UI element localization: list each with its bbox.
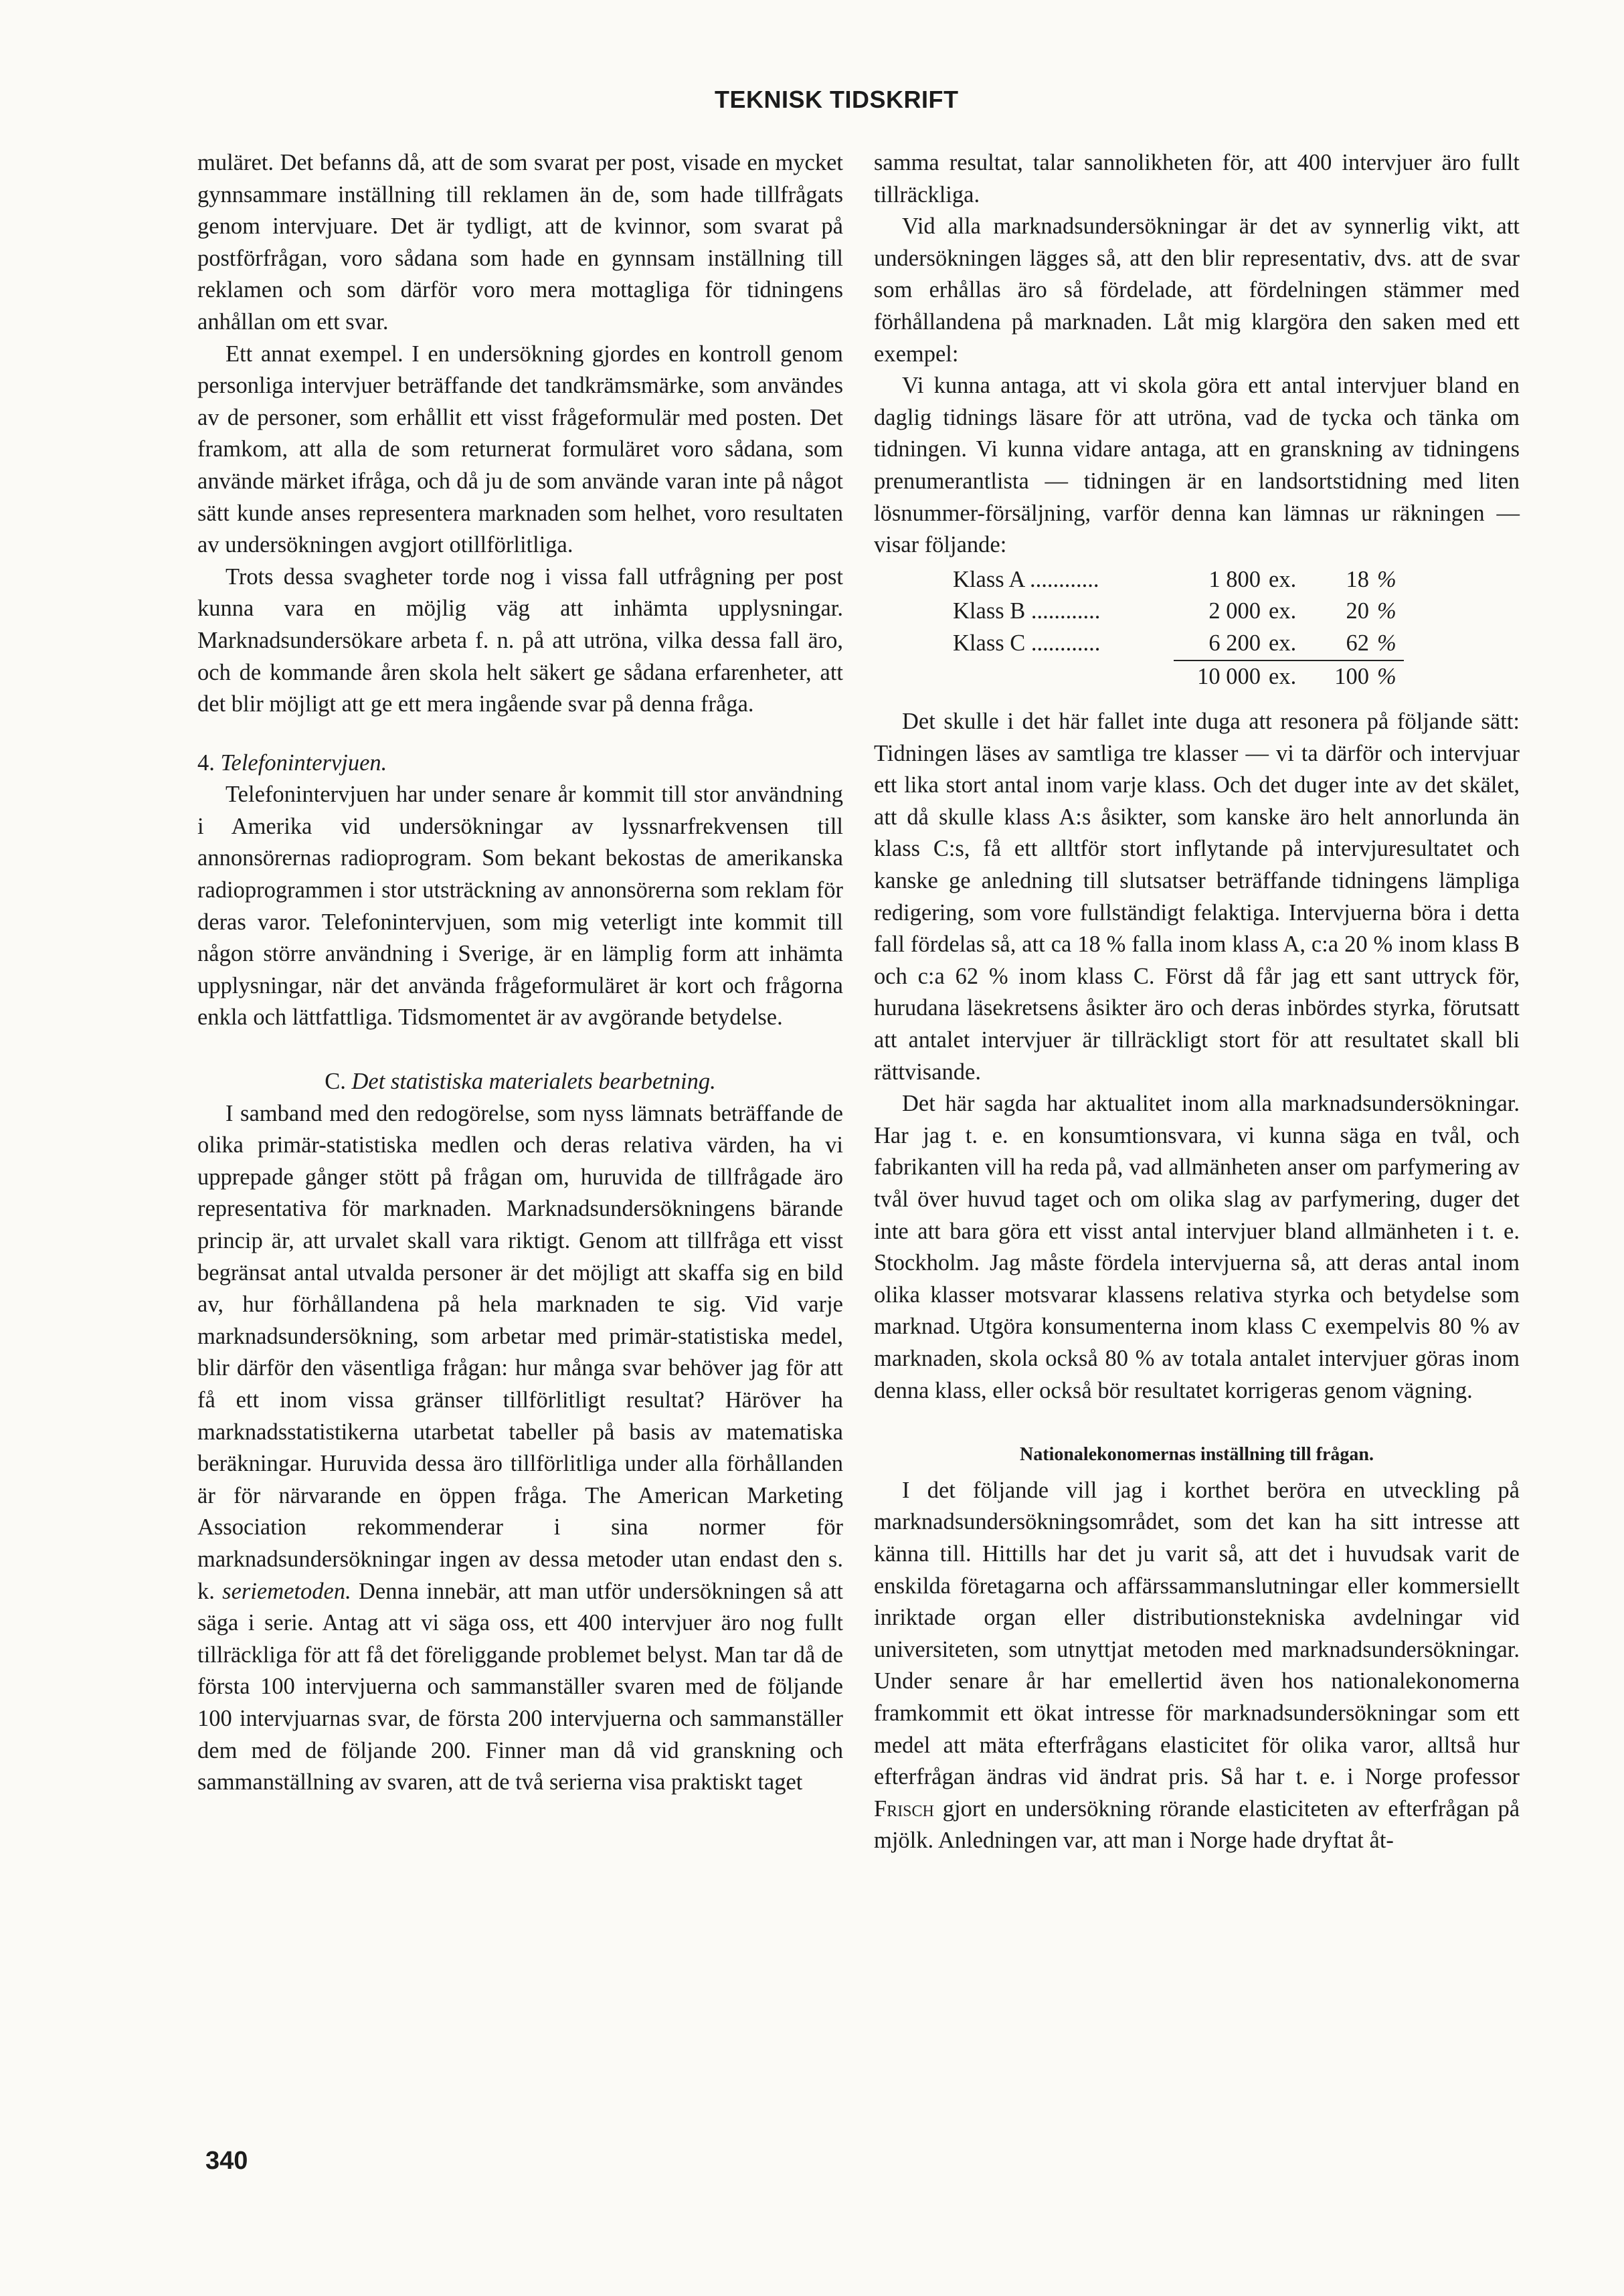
- paragraph: Vid alla marknadsundersökningar är det av synnerlig vikt, att undersökningen lägges så, att den blir representativ, dvs. att de svar som erhållas äro så fördelade, att fördelningen stämmer med förhållandena på marknaden. Låt mig klargöra den saken med ett exempel:: [874, 213, 1520, 367]
- paragraph-text: Denna innebär, att man utför undersökningen så att säga i serie. Antag att vi säga oss, ett 400 intervjuer äro nog fullt tillräckliga för att få det föreliggande problemet belyst. Man tar då de första 100 intervjuerna och sammanställer svaren med de följande 100 intervjuarnas svar, de första 200 intervjuerna och sammanställer dem med de följande 200. Finner man då vid granskning och sammanställning av svaren, att de två serierna visa praktiskt taget: [197, 1578, 844, 1795]
- class-label: Klass A ............: [953, 566, 1099, 592]
- paragraph: muläret. Det befanns då, att de som svarat per post, visade en mycket gynnsammare inställning till reklamen än de, som hade tillfrågats genom intervjuare. Det är tydligt, att de kvinnor, som svarat på postförfrågan, voro sådana som hade en gynnsam inställning till reklamen och som därför voro mera mottagliga för tidningens anhållan om ett svar.: [197, 150, 843, 335]
- right-column: [874, 147, 1520, 1857]
- percent-sign: %: [1377, 598, 1396, 624]
- count-unit: ex.: [1269, 598, 1297, 624]
- paragraph: Ett annat exempel. I en undersökning gjordes en kontroll genom personliga intervjuer beträffande det tandkrämsmärke, som användes av de personer, som erhållit ett visst frågeformulär med posten. Det framkom, att alla de som returnerat formuläret voro sådana, som använde märket ifråga, och då ju de som använde varan inte på något sätt kunde anses representera marknaden som helhet, voro resultaten av undersökningen avgjort otillförlitliga.: [197, 341, 843, 558]
- paragraph: [874, 1475, 1520, 1857]
- total-percent: 100: [1316, 660, 1369, 693]
- paragraph: [197, 1098, 843, 1799]
- total-count: 10 000: [1174, 660, 1261, 693]
- total-label-spacer: [953, 660, 1174, 693]
- paragraph: Telefonintervjuen har under senare år kommit till stor användning i Amerika vid undersökningar av lyssnarfrekvensen till annonsörernas radioprogram. Som bekant bekostas de amerikanska radioprogrammen i stor utsträckning av annonsörerna som reklam för deras varor. Telefonintervjuen, som mig veterligt inte kommit till någon större användning i Sverige, är en lämplig form att inhämta upplysningar, när det använda frågeformuläret är kort och frågorna enkla och lättfattliga. Tidsmomentet är av avgörande betydelse.: [197, 782, 843, 1031]
- table-total-row: [953, 660, 1404, 693]
- section-number: C.: [325, 1069, 346, 1095]
- class-percent: 62: [1346, 630, 1369, 656]
- percent-sign: %: [1377, 630, 1396, 656]
- table-row: [953, 596, 1404, 628]
- journal-header: TEKNISK TIDSKRIFT: [715, 86, 959, 113]
- count-unit: ex.: [1269, 566, 1297, 592]
- subsection-heading: Nationalekonomernas inställning till frågan.: [1020, 1444, 1374, 1466]
- paragraph: Vi kunna antaga, att vi skola göra ett antal intervjuer bland en daglig tidnings läsare för att utröna, vad de tycka och tänka om tidningen. Vi kunna vidare antaga, att en granskning av tidningens prenumerantlista — tidningen är en landsortstidning med liten lösnummer-försäljning, varför denna kan lämnas ur räkningen — visar följande:: [874, 373, 1520, 558]
- count-unit: ex.: [1269, 630, 1297, 656]
- table-row: [953, 564, 1404, 596]
- paragraph: Trots dessa svagheter torde nog i vissa fall utfrågning per post kunna vara en möjlig väg att inhämta upplysningar. Marknadsundersökare arbeta f. n. på att utröna, vilka dessa fall äro, och de kommande åren skola helt säkert ge sådana erfarenheter, att det blir möjligt att ge ett mera ingående svar på denna fråga.: [197, 563, 843, 717]
- paragraph-text: gjort en undersökning rörande elasticiteten av efterfrågan på mjölk. Anledningen var, att man i Norge hade dryftat åt-: [874, 1795, 1520, 1854]
- class-distribution-table: [953, 564, 1404, 693]
- section-title: Telefonintervjuen.: [220, 749, 387, 776]
- paragraph: samma resultat, talar sannolikheten för, att 400 intervjuer äro fullt tillräckliga.: [874, 150, 1520, 207]
- paragraph: Det här sagda har aktualitet inom alla marknadsundersökningar. Har jag t. e. en konsumtionsvara, vi kunna säga en tvål, och fabrikanten vill ha reda på, vad allmänheten anser om parfymering av tvål över huvud taget och om olika slag av parfymering, duger det inte att bara göra ett visst antal intervjuer bland allmänheten i t. e. Stockholm. Jag måste fördela intervjuerna så, att deras antal inom olika klasser motsvarar klassens relativa styrka och betydelse som marknad. Utgöra konsumenterna inom klass C exempelvis 80 % av marknaden, skola också 80 % av totala antalet intervjuer göras inom denna klass, eller också bör resultatet korrigeras genom vägning.: [874, 1091, 1520, 1403]
- class-percent: 20: [1346, 598, 1369, 624]
- class-count: 2 000: [1208, 598, 1261, 624]
- section-heading-4: [197, 747, 843, 780]
- emphasis-term: seriemetoden.: [222, 1578, 351, 1604]
- left-column: [197, 147, 843, 1799]
- class-label: Klass B ............: [953, 598, 1101, 624]
- percent-sign: %: [1369, 660, 1404, 693]
- section-number: 4.: [197, 749, 215, 776]
- section-heading-c: [197, 1066, 843, 1098]
- paragraph-text: I det följande vill jag i korthet beröra en utveckling på marknadsundersökningsområdet, som det kan ha sitt intresse att känna till. Hittills har det ju varit så, att det i huvudsak varit de enskilda företagarna och affärssammanslutningar eller kommersiellt inriktade organ eller distributionstekniska avdelningar vid universiteten, som utnyttjat metoden med marknadsundersökningar. Under senare år har emellertid även hos nationalekonomerna framkommit ett ökat intresse för marknadsundersökningar som ett medel att mäta efterfrågans elasticitet för olika varor, alltså hur efterfrågan ändras vid ändrat pris. Så har t. e. i Norge professor: [874, 1477, 1520, 1790]
- count-unit: ex.: [1261, 660, 1316, 693]
- page-number: 340: [205, 2147, 248, 2175]
- table-row: [953, 628, 1404, 660]
- class-label: Klass C ............: [953, 630, 1101, 656]
- person-name: Frisch: [874, 1795, 934, 1822]
- percent-sign: %: [1377, 566, 1396, 592]
- paragraph-text: I samband med den redogörelse, som nyss lämnats beträffande de olika primär-statistiska medlen och deras relativa värden, ha vi upprepade gånger stött på frågan om, huruvida de tillfrågade äro representativa för marknaden. Marknadsundersökningens bärande princip är, att urvalet skall vara riktigt. Genom att tillfråga ett visst begränsat antal utvalda personer är det möjligt att skaffa sig en bild av, hur förhållandena på hela marknaden te sig. Vid varje marknadsundersökning, som arbetar med primär-statistiska medel, blir därför den väsentliga frågan: hur många svar behöver jag för att få ett inom vissa gränser tillförlitligt resultat? Häröver ha marknadsstatistikerna utarbetat tabeller på basis av matematiska beräkningar. Huruvida dessa äro tillförlitliga under alla förhållanden är för närvarande en öppen fråga. The American Marketing Association rekommenderar i sina normer för marknadsundersökningar ingen av dessa metoder utan endast den s. k.: [197, 1100, 843, 1604]
- class-count: 1 800: [1208, 566, 1261, 592]
- class-percent: 18: [1346, 566, 1369, 592]
- class-count: 6 200: [1208, 630, 1261, 656]
- section-title: Det statistiska materialets bearbetning.: [351, 1069, 716, 1095]
- paragraph: Det skulle i det här fallet inte duga att resonera på följande sätt: Tidningen läses av samtliga tre klasser — vi ta därför och intervjuar ett lika stort antal inom varje klass. Och det duger inte av det skälet, att då skulle klass A:s åsikter, som kanske äro helt annorlunda än klass C:s, få ett alltför stort inflytande på intervjuresultatet och kanske ge anledning till slutsatser beträffande tidningens lämpliga redigering, som vore fullständigt felaktiga. Intervjuerna böra i detta fall fördelas så, att ca 18 % falla inom klass A, c:a 20 % inom klass B och c:a 62 % inom klass C. Först då får jag ett sant uttryck för, hurudana läsekretsens åsikter äro och deras inbördes styrka, förutsatt att antalet intervjuer är tillräckligt stort för att resultatet skall bli rättvisande.: [874, 709, 1520, 1085]
